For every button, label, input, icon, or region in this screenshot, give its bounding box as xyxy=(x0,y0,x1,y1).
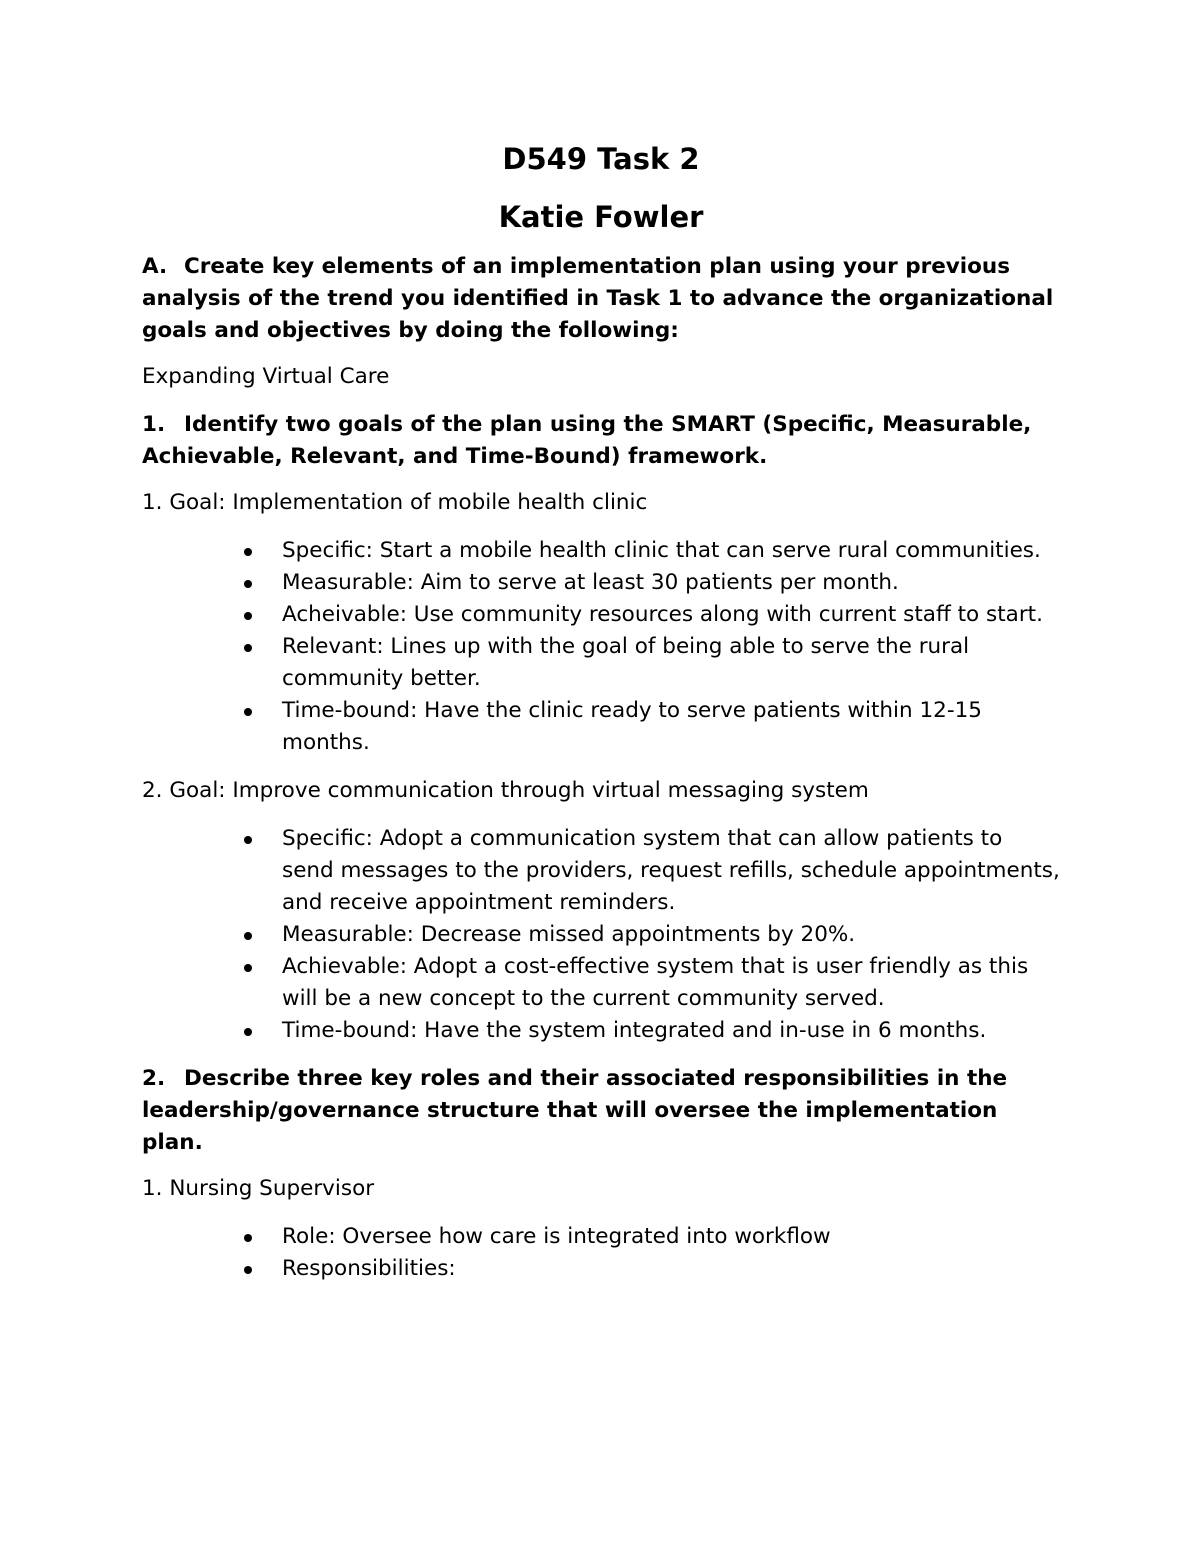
bullet-icon xyxy=(244,836,252,844)
list-item-text: Measurable: Decrease missed appointments by 20%. xyxy=(282,922,856,947)
list-item xyxy=(142,599,1060,631)
trend-name: Expanding Virtual Care xyxy=(142,364,390,389)
author-name: Katie Fowler xyxy=(498,200,704,234)
list-item-text: Time-bound: Have the clinic ready to serve patients within 12-15 months. xyxy=(282,698,982,755)
list-item-text: Responsibilities: xyxy=(282,1256,456,1281)
section-a-prompt xyxy=(142,251,1060,347)
list-item-text: Relevant: Lines up with the goal of being able to serve the rural community better. xyxy=(282,634,970,691)
bullet-icon xyxy=(244,548,252,556)
bullet-icon xyxy=(244,932,252,940)
question-1-text: Identify two goals of the plan using the SMART (Specific, Measurable, Achievable, Relevant, and Time-Bound) framework. xyxy=(142,412,1032,469)
goal-2-heading: 2. Goal: Improve communication through virtual messaging system xyxy=(142,778,869,803)
goal-1-smart-list xyxy=(142,535,1060,759)
list-item xyxy=(142,631,1060,695)
list-item-text: Achievable: Adopt a cost-effective system that is user friendly as this will be a new concept to the current community served. xyxy=(282,954,1029,1011)
bullet-icon xyxy=(244,708,252,716)
goal-1-heading: 1. Goal: Implementation of mobile health clinic xyxy=(142,490,648,515)
list-item-text: Time-bound: Have the system integrated and in-use in 6 months. xyxy=(282,1018,987,1043)
list-item xyxy=(142,823,1060,919)
question-1-number: 1. xyxy=(142,412,166,437)
list-item xyxy=(142,567,1060,599)
section-a-number: A. xyxy=(142,254,168,279)
bullet-icon xyxy=(244,1234,252,1242)
question-2-text: Describe three key roles and their associated responsibilities in the leadership/governance structure that will oversee the implementation plan. xyxy=(142,1066,1008,1155)
list-item xyxy=(142,951,1060,1015)
list-item xyxy=(142,1015,1060,1047)
list-item-text: Specific: Start a mobile health clinic that can serve rural communities. xyxy=(282,538,1041,563)
bullet-icon xyxy=(244,1028,252,1036)
role-1-heading: 1. Nursing Supervisor xyxy=(142,1176,375,1201)
list-item-text: Role: Oversee how care is integrated into workflow xyxy=(282,1224,831,1249)
bullet-icon xyxy=(244,612,252,620)
question-2-number: 2. xyxy=(142,1066,166,1091)
bullet-icon xyxy=(244,644,252,652)
list-item xyxy=(142,1253,1060,1285)
bullet-icon xyxy=(244,1266,252,1274)
section-a-text: Create key elements of an implementation plan using your previous analysis of the trend you identified in Task 1 to advance the organizational goals and objectives by doing the following: xyxy=(142,254,1054,343)
question-2-prompt xyxy=(142,1063,1060,1159)
list-item xyxy=(142,535,1060,567)
list-item xyxy=(142,919,1060,951)
list-item-text: Specific: Adopt a communication system that can allow patients to send messages to the providers, request refills, schedule appointments, and receive appointment reminders. xyxy=(282,826,1060,915)
list-item-text: Acheivable: Use community resources along with current staff to start. xyxy=(282,602,1043,627)
bullet-icon xyxy=(244,580,252,588)
role-1-list xyxy=(142,1221,1060,1285)
document-title: D549 Task 2 xyxy=(502,142,700,176)
goal-2-smart-list xyxy=(142,823,1060,1047)
list-item xyxy=(142,695,1060,759)
list-item xyxy=(142,1221,1060,1253)
question-1-prompt xyxy=(142,409,1060,473)
list-item-text: Measurable: Aim to serve at least 30 patients per month. xyxy=(282,570,899,595)
bullet-icon xyxy=(244,964,252,972)
